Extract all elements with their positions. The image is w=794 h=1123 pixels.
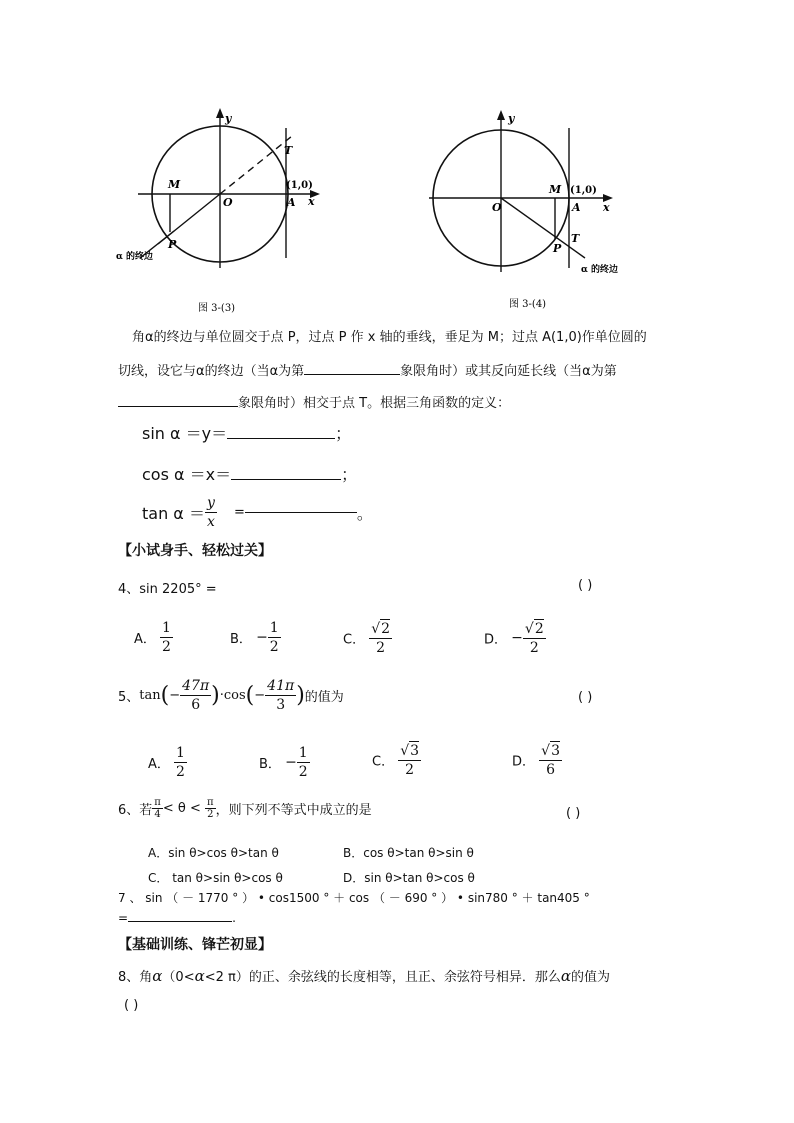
label-P: P bbox=[553, 242, 562, 255]
fraction-41pi-3 bbox=[265, 677, 296, 714]
q4-stem: 4、sin 2205° = bbox=[118, 582, 217, 597]
denominator: 2 bbox=[405, 762, 415, 778]
option-letter: B． bbox=[230, 632, 252, 647]
inequality: < θ < bbox=[162, 801, 201, 816]
denominator: 2 bbox=[176, 764, 185, 780]
fraction bbox=[369, 619, 392, 657]
intro-line-2b: 象限角时）或其反向延长线（当α为第 bbox=[400, 364, 617, 379]
denominator: 2 bbox=[269, 639, 279, 655]
figure-caption: 图 3-(3) bbox=[198, 303, 236, 314]
sqrt-icon: √ bbox=[541, 743, 551, 759]
numerator: π bbox=[207, 797, 214, 808]
q8-a: 8、角 bbox=[118, 970, 153, 985]
cos-end: ； bbox=[341, 465, 358, 484]
numerator: 1 bbox=[269, 620, 279, 636]
label-A: A bbox=[287, 196, 296, 209]
fraction-47pi-6 bbox=[180, 677, 211, 714]
label-terminal-side: α 的终边 bbox=[581, 265, 619, 275]
label-M: M bbox=[168, 178, 181, 191]
paren-open-icon: ( bbox=[245, 683, 255, 708]
q7-blank[interactable] bbox=[128, 921, 232, 922]
q7-line-1: 7 、 sin （ － 1770 ° ） • cos1500 ° ＋ cos （ － 690 ° ） • sin780 ° ＋ tan405 ° bbox=[118, 891, 590, 905]
q6-num: 6、若 bbox=[118, 803, 153, 818]
figure-3-4 bbox=[425, 108, 655, 313]
fraction bbox=[523, 619, 546, 657]
q5-option-a[interactable] bbox=[148, 744, 187, 781]
denominator: 2 bbox=[376, 640, 386, 656]
label-terminal-side: α 的终边 bbox=[116, 252, 154, 262]
label-x: x bbox=[308, 195, 315, 208]
label-P: P bbox=[168, 238, 177, 251]
def-tan bbox=[142, 494, 373, 531]
q4-option-d[interactable] bbox=[484, 619, 546, 657]
tan-fraction bbox=[205, 494, 217, 531]
q6-option-d[interactable]: D．sin θ>tan θ>cos θ bbox=[343, 871, 475, 885]
minus-sign: − bbox=[511, 630, 523, 646]
label-y: y bbox=[225, 112, 232, 125]
denominator: 4 bbox=[154, 809, 161, 820]
tan-blank[interactable] bbox=[245, 512, 357, 513]
quadrant-blank-2[interactable] bbox=[118, 406, 238, 407]
tan-denominator: x bbox=[206, 514, 215, 530]
dot: · bbox=[219, 688, 224, 703]
numerator bbox=[523, 619, 546, 639]
sin-label: sin α ＝y＝ bbox=[142, 424, 228, 443]
q4-option-a[interactable] bbox=[134, 619, 173, 656]
label-x: x bbox=[603, 201, 610, 214]
tan-end: 。 bbox=[356, 504, 373, 523]
q6-stem bbox=[118, 797, 372, 820]
q4-option-c[interactable] bbox=[343, 619, 392, 657]
tan-func: tan bbox=[139, 688, 161, 703]
numerator: 47π bbox=[182, 678, 210, 694]
q4-option-b[interactable] bbox=[230, 619, 281, 656]
q7-end: . bbox=[232, 911, 236, 925]
label-O: O bbox=[492, 201, 502, 214]
quadrant-blank-1[interactable] bbox=[304, 374, 400, 375]
radicand: 3 bbox=[410, 743, 420, 759]
q6-option-a[interactable]: A．sin θ>cos θ>tan θ bbox=[148, 846, 279, 860]
q6-paren: ( ) bbox=[566, 806, 581, 821]
minus-sign: − bbox=[169, 688, 181, 703]
paren-close-icon: ) bbox=[296, 683, 305, 708]
q6-option-c[interactable]: C． tan θ>sin θ>cos θ bbox=[148, 871, 283, 885]
def-sin bbox=[142, 421, 351, 444]
sqrt-icon: √ bbox=[371, 621, 381, 637]
numerator bbox=[539, 741, 562, 761]
label-T: T bbox=[571, 232, 580, 245]
sqrt-icon: √ bbox=[400, 743, 410, 759]
numerator: π bbox=[154, 797, 161, 808]
denominator: 6 bbox=[546, 762, 556, 778]
denominator: 2 bbox=[207, 809, 214, 820]
denominator: 2 bbox=[529, 640, 539, 656]
paren-open-icon: ( bbox=[160, 683, 170, 708]
label-M: M bbox=[549, 183, 562, 196]
q7-eq: = bbox=[118, 911, 129, 925]
numerator: 1 bbox=[162, 620, 171, 636]
fraction bbox=[297, 744, 310, 781]
numerator: 1 bbox=[298, 745, 308, 761]
fraction-pi-4 bbox=[152, 797, 163, 820]
numerator bbox=[398, 741, 421, 761]
q5-option-b[interactable] bbox=[259, 744, 310, 781]
minus-sign: − bbox=[254, 688, 266, 703]
fraction-pi-2 bbox=[205, 797, 216, 820]
def-cos bbox=[142, 462, 357, 485]
q5-stem bbox=[118, 677, 344, 714]
label-point: (1,0) bbox=[286, 180, 313, 191]
alpha-symbol: α bbox=[560, 967, 571, 985]
q5-num: 5、 bbox=[118, 690, 140, 705]
q7-line-2 bbox=[118, 911, 236, 925]
fraction bbox=[268, 619, 281, 656]
fraction bbox=[174, 744, 187, 781]
q8-paren: ( ) bbox=[124, 998, 139, 1013]
denominator: 2 bbox=[298, 764, 308, 780]
figure-caption: 图 3-(4) bbox=[509, 299, 547, 310]
option-letter: D． bbox=[484, 632, 508, 648]
label-point: (1,0) bbox=[570, 185, 597, 196]
tan-numerator: y bbox=[206, 495, 215, 511]
tan-eq: = bbox=[233, 505, 245, 520]
numerator: 1 bbox=[176, 745, 185, 761]
option-letter: D． bbox=[512, 754, 536, 770]
q5-option-c[interactable] bbox=[372, 741, 421, 779]
intro-line-3 bbox=[118, 392, 510, 411]
intro-line-1: 角α的终边与单位圆交于点 P，过点 P 作 x 轴的垂线，垂足为 M；过点 A(1,0)作单位圆的 bbox=[132, 330, 647, 345]
alpha-symbol: α bbox=[152, 967, 163, 985]
option-letter: A． bbox=[134, 632, 156, 647]
label-A: A bbox=[572, 201, 581, 214]
q6-tail: ，则下列不等式中成立的是 bbox=[215, 803, 372, 818]
q8-b: （0< bbox=[162, 970, 195, 985]
numerator bbox=[369, 619, 392, 639]
option-letter: B． bbox=[259, 757, 281, 772]
option-letter: C． bbox=[372, 754, 395, 770]
q8-stem bbox=[118, 966, 610, 985]
fraction bbox=[160, 619, 173, 656]
sin-blank[interactable] bbox=[227, 438, 335, 439]
cos-blank[interactable] bbox=[231, 479, 341, 480]
sin-end: ； bbox=[335, 424, 352, 443]
q5-tail: 的值为 bbox=[304, 690, 344, 705]
label-y: y bbox=[508, 112, 515, 125]
paren-close-icon: ) bbox=[211, 683, 220, 708]
q6-option-b[interactable]: B．cos θ>tan θ>sin θ bbox=[343, 846, 474, 860]
y-arrow-icon bbox=[497, 110, 505, 120]
denominator: 2 bbox=[162, 639, 171, 655]
alpha-symbol: α bbox=[194, 967, 205, 985]
y-arrow-icon bbox=[216, 108, 224, 118]
tan-label: tan α ＝ bbox=[142, 504, 205, 523]
figure-3-3 bbox=[110, 108, 340, 318]
numerator: 41π bbox=[267, 678, 295, 694]
minus-sign: − bbox=[256, 629, 268, 646]
fraction bbox=[398, 741, 421, 779]
q4-paren: ( ) bbox=[578, 578, 593, 593]
q8-d: 的值为 bbox=[571, 970, 611, 985]
cos-label: cos α ＝x＝ bbox=[142, 465, 232, 484]
radicand: 2 bbox=[381, 621, 391, 637]
cos-func: cos bbox=[223, 688, 246, 703]
section-title-1: 【小试身手、轻松过关】 bbox=[118, 543, 272, 559]
sqrt-icon: √ bbox=[524, 621, 534, 637]
label-T: T bbox=[284, 144, 293, 157]
denominator: 6 bbox=[191, 697, 201, 713]
q5-paren: ( ) bbox=[578, 690, 593, 705]
option-letter: A． bbox=[148, 757, 170, 772]
intro-line-2a: 切线，设它与α的终边（当α为第 bbox=[118, 364, 305, 379]
intro-line-3-text: 象限角时）相交于点 T。根据三角函数的定义： bbox=[238, 396, 511, 411]
radicand: 3 bbox=[551, 743, 560, 759]
minus-sign: − bbox=[285, 754, 297, 771]
label-O: O bbox=[223, 196, 233, 209]
option-letter: C． bbox=[343, 632, 366, 648]
radicand: 2 bbox=[534, 621, 544, 637]
denominator: 3 bbox=[276, 697, 286, 713]
q5-option-d[interactable] bbox=[512, 741, 562, 779]
fraction bbox=[539, 741, 562, 779]
q8-c: <2 π）的正、余弦线的长度相等，且正、余弦符号相异．那么 bbox=[204, 970, 561, 985]
section-title-2: 【基础训练、锋芒初显】 bbox=[118, 937, 272, 953]
intro-line-2 bbox=[118, 360, 617, 379]
